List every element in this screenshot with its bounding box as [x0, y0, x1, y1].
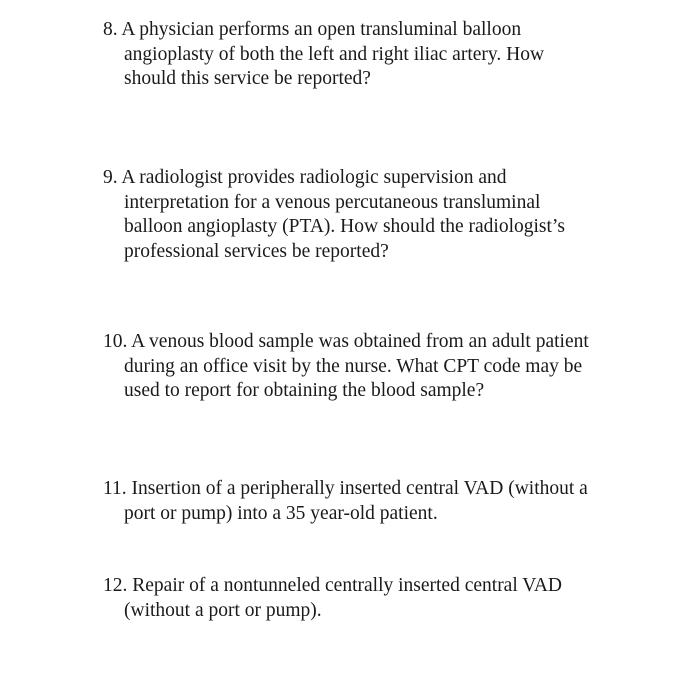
question-11-line-2: port or pump) into a 35 year-old patient.	[124, 502, 438, 524]
question-8-line-3: should this service be reported?	[124, 68, 371, 89]
question-9-line-2: interpretation for a venous percutaneous transluminal	[124, 191, 541, 213]
question-10	[103, 330, 663, 404]
question-8	[103, 18, 663, 92]
question-11	[103, 477, 663, 526]
question-11-line-1: 11. Insertion of a peripherally inserted central VAD (without a	[103, 478, 588, 499]
question-8-line-1: 8. A physician performs an open transluminal balloon	[103, 19, 522, 40]
question-10-line-2: during an office visit by the nurse. What CPT code may be	[124, 355, 583, 377]
question-12-line-2: (without a port or pump).	[124, 599, 322, 621]
question-9-line-3: balloon angioplasty (PTA). How should the radiologist’s	[124, 216, 565, 237]
question-8-line-2: angioplasty of both the left and right iliac artery. How	[124, 43, 545, 65]
question-10-line-3: used to report for obtaining the blood sample?	[124, 380, 485, 401]
question-9-line-1: 9. A radiologist provides radiologic supervision and	[103, 167, 507, 188]
question-12	[103, 574, 663, 623]
question-12-line-1: 12. Repair of a nontunneled centrally inserted central VAD	[103, 575, 563, 596]
question-9	[103, 166, 663, 264]
question-10-line-1: 10. A venous blood sample was obtained from an adult patient	[103, 331, 589, 352]
question-9-line-4: professional services be reported?	[124, 240, 389, 262]
